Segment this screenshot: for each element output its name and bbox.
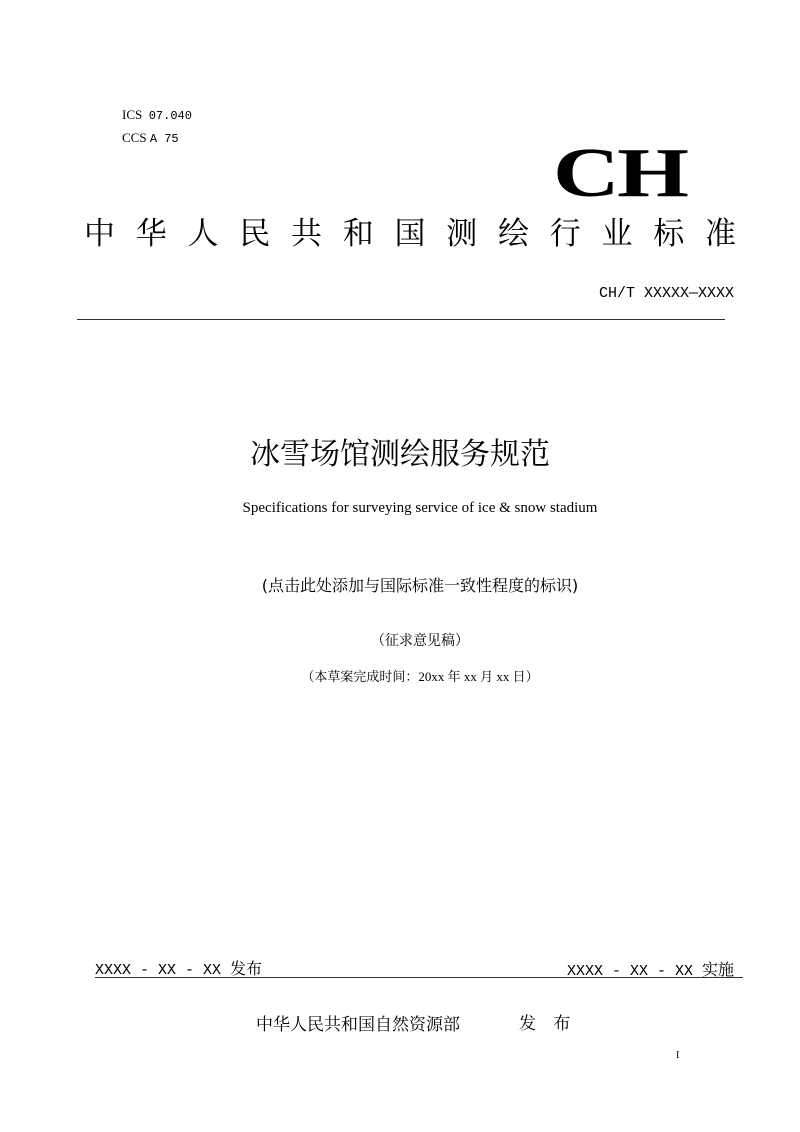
standard-type-char: 绘 [498, 216, 529, 252]
draft-completion-date: （本草案完成时间：20xx 年 xx 月 xx 日） [301, 669, 539, 684]
ics-label: ICS [122, 107, 143, 122]
standard-type-char: 业 [601, 216, 633, 252]
standard-type-char: 华 [135, 216, 167, 252]
ch-logo: CH [553, 135, 687, 212]
header-divider [77, 319, 725, 320]
draft-status: （征求意见稿） [371, 634, 469, 649]
document-title: 冰雪场馆测绘服务规范 [250, 437, 550, 472]
issue-word: 发 布 [519, 1014, 577, 1034]
publish-date: XXXX - XX - XX [95, 962, 222, 979]
document-title-english: Specifications for surveying service of ice & snow stadium [242, 500, 598, 516]
ics-line [122, 104, 192, 127]
ccs-code: A 75 [149, 132, 179, 146]
page-number: I [676, 1050, 680, 1061]
standard-type-char: 行 [549, 216, 581, 252]
standard-type-heading [84, 212, 736, 256]
standard-type-char: 民 [239, 216, 271, 252]
intl-consistency-note[interactable]: (点击此处添加与国际标准一致性程度的标识) [261, 576, 579, 595]
effective-word: 实施 [701, 960, 734, 979]
standard-type-char: 和 [342, 216, 374, 252]
issuing-authority: 中华人民共和国自然资源部 [256, 1015, 460, 1035]
footer-divider [95, 977, 743, 978]
ccs-line [122, 127, 192, 150]
standard-type-char: 标 [653, 216, 685, 252]
standard-number: CH/T XXXXX—XXXX [598, 285, 734, 302]
standard-type-char: 测 [446, 216, 478, 252]
effective-date: XXXX - XX - XX [566, 963, 693, 980]
standard-type-char: 中 [84, 216, 115, 252]
classification-codes [122, 104, 192, 150]
standard-type-char: 准 [705, 216, 736, 252]
standard-type-char: 共 [291, 216, 322, 252]
publish-word: 发布 [230, 959, 263, 978]
standard-type-char: 国 [394, 216, 426, 252]
publish-date-line [95, 956, 262, 979]
ccs-label: CCS [122, 130, 147, 145]
standard-type-char: 人 [187, 216, 219, 252]
ics-code: 07.040 [148, 109, 192, 123]
